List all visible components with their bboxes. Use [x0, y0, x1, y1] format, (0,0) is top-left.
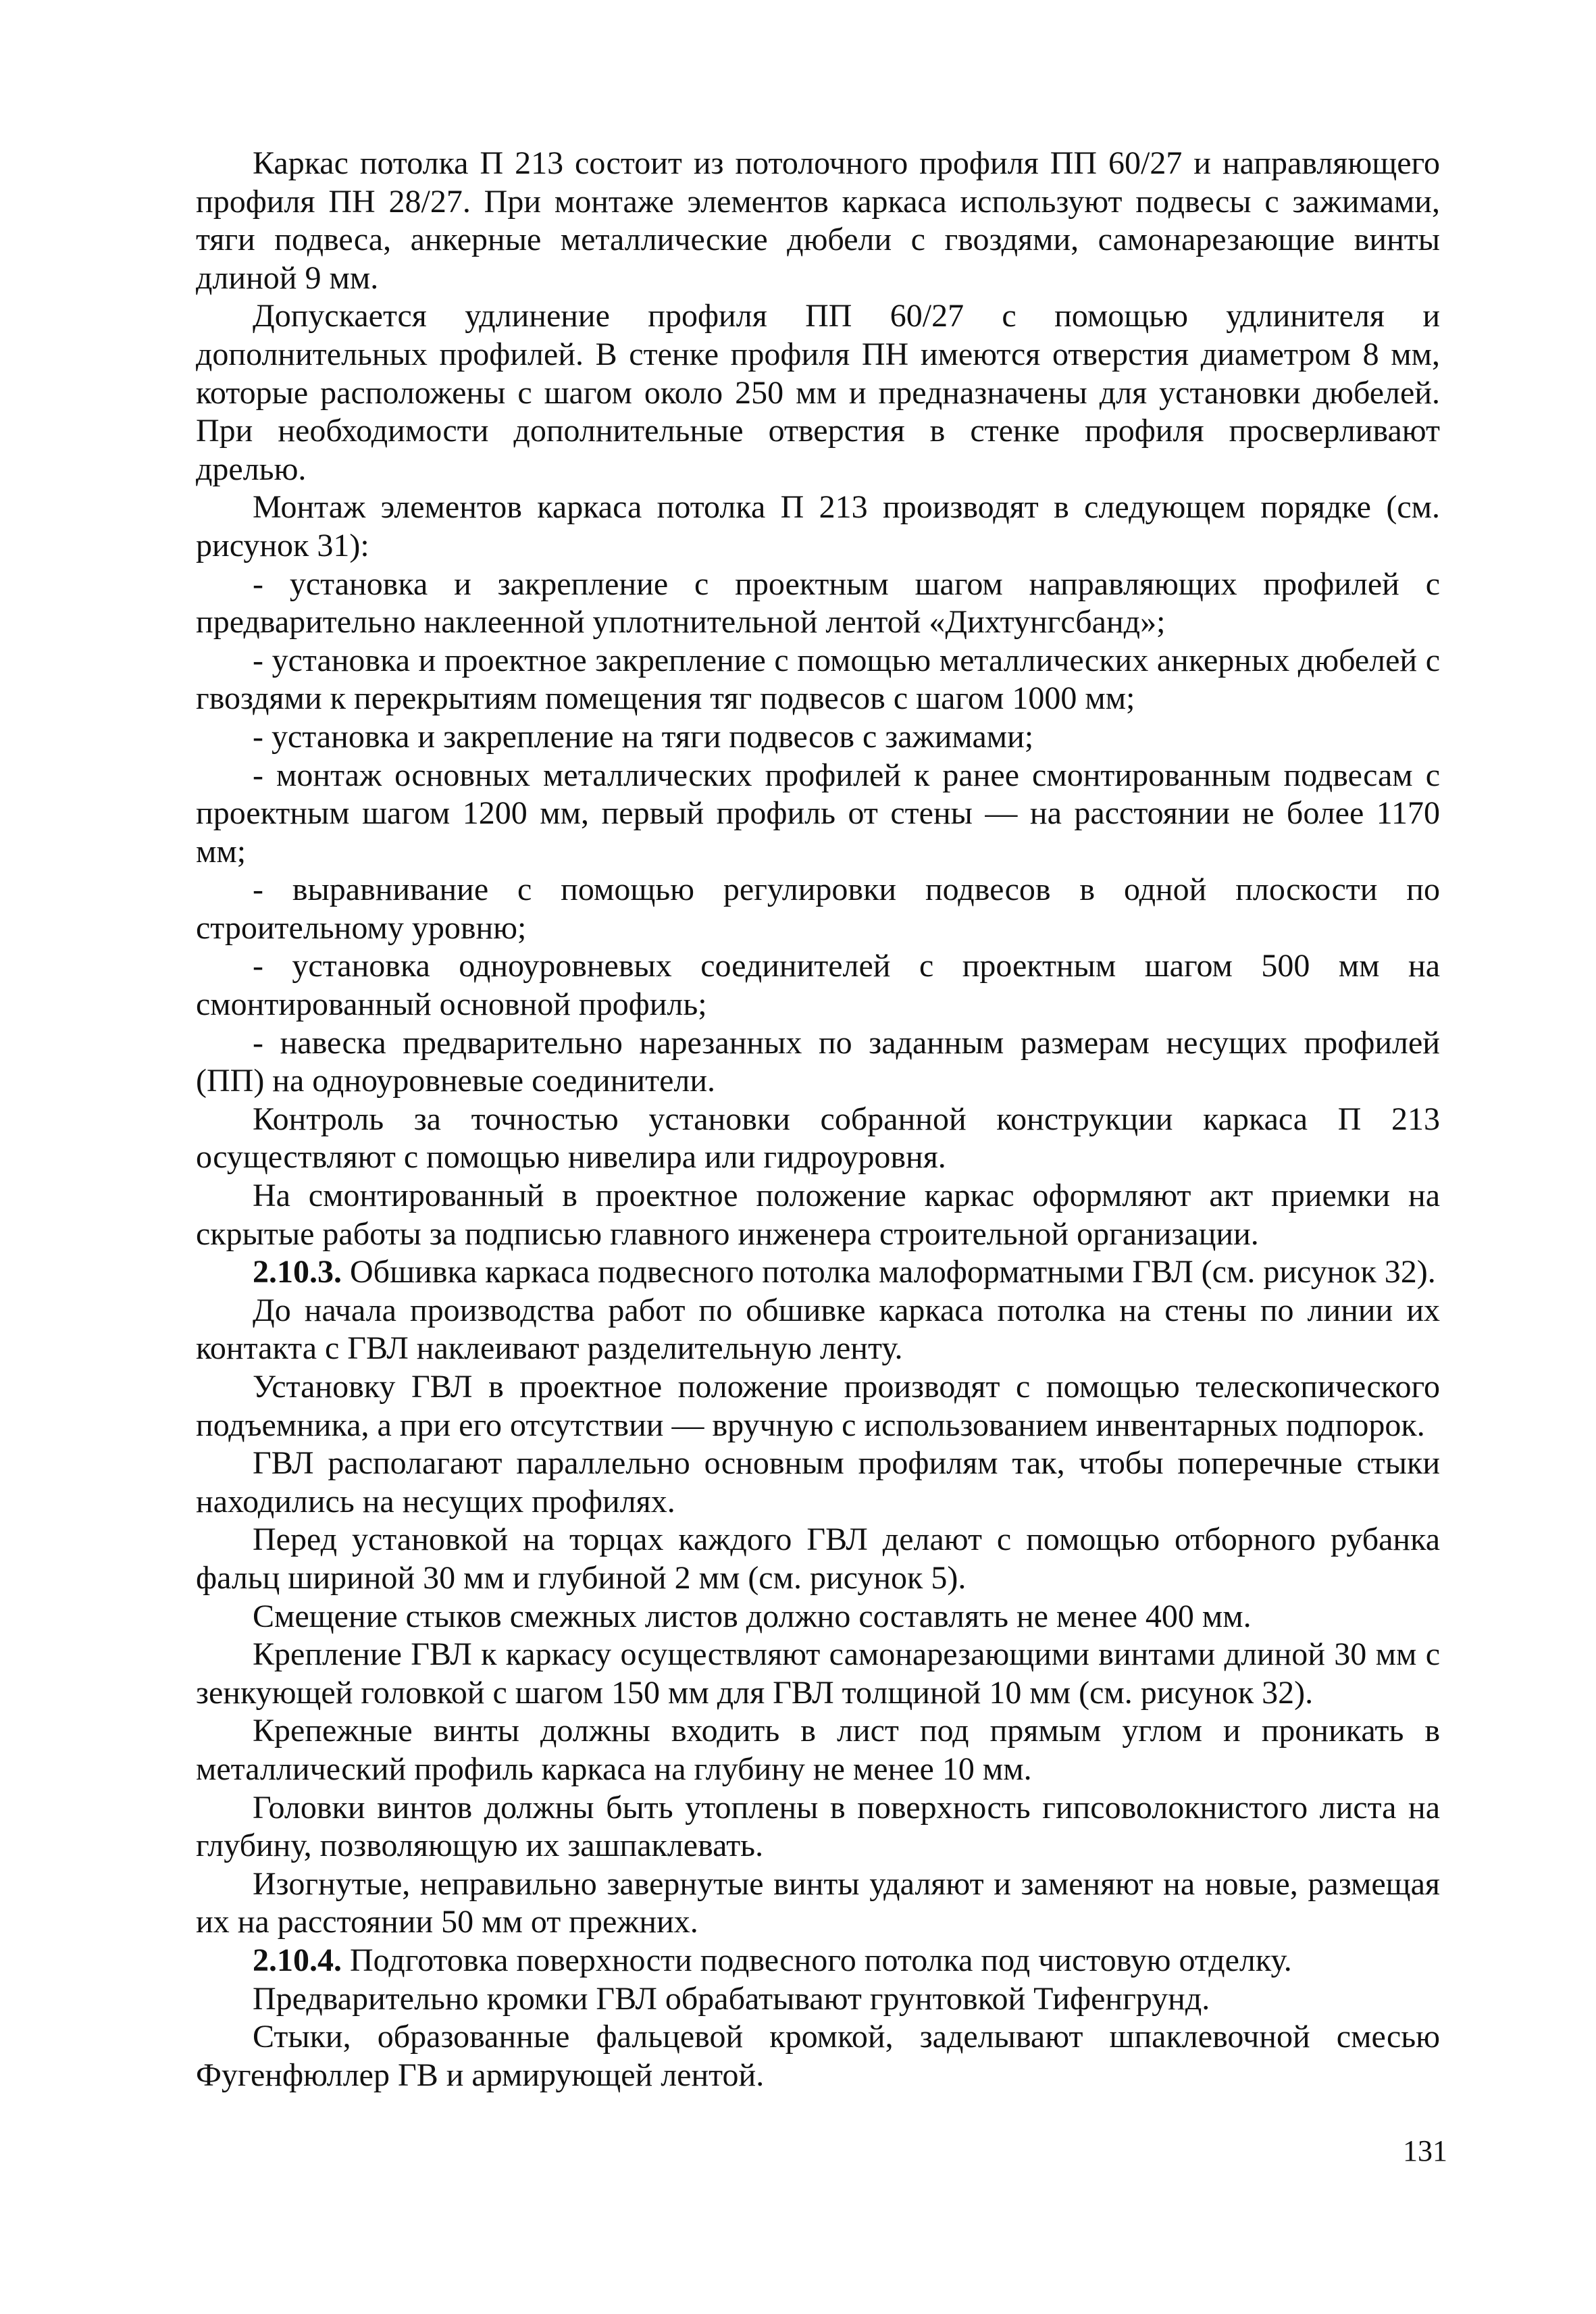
section-number: 2.10.3. [253, 1254, 342, 1290]
list-item: - выравнивание с помощью регулировки подвесов в одной плоскости по строительному уровню; [196, 872, 1440, 946]
paragraph: Установку ГВЛ в проектное положение производят с помощью телескопического подъемника, а при его отсутствии — вручную с использованием инвентарных подпорок. [196, 1369, 1440, 1443]
paragraph: Изогнутые, неправильно завернутые винты удаляют и заменяют на новые, размещая их на расстоянии 50 мм от прежних. [196, 1865, 1440, 1940]
paragraph: Допускается удлинение профиля ПП 60/27 с помощью удлинителя и дополнительных профилей. В стенке профиля ПН имеются отверстия диаметром 8 мм, которые расположены с шагом около 250 мм и предназначены для установки дюбелей. При необходимости дополнительные отверстия в стенке профиля просверливают дрелью. [196, 298, 1440, 487]
paragraph: До начала производства работ по обшивке каркаса потолка на стены по линии их контакта с ГВЛ наклеивают разделительную ленту. [196, 1292, 1440, 1367]
paragraph: Крепежные винты должны входить в лист под прямым углом и проникать в металлический профиль каркаса на глубину не менее 10 мм. [196, 1713, 1440, 1787]
paragraph: Каркас потолка П 213 состоит из потолочного профиля ПП 60/27 и направляющего профиля ПН 28/27. При монтаже элементов каркаса используют подвесы с зажимами, тяги подвеса, анкерные металлические дюбели с гвоздями, самонарезающие винты длиной 9 мм. [196, 145, 1440, 296]
paragraph: ГВЛ располагают параллельно основным профилям так, чтобы поперечные стыки находились на несущих профилях. [196, 1445, 1440, 1519]
list-item: - установка и проектное закрепление с помощью металлических анкерных дюбелей с гвоздями к перекрытиям помещения тяг подвесов с шагом 1000 мм; [196, 642, 1440, 717]
paragraph: Контроль за точностью установки собранной конструкции каркаса П 213 осуществляют с помощью нивелира или гидроуровня. [196, 1101, 1440, 1176]
list-item: - навеска предварительно нарезанных по заданным размерам несущих профилей (ПП) на одноуровневые соединители. [196, 1024, 1440, 1099]
paragraph: Предварительно кромки ГВЛ обрабатывают грунтовкой Тифенгрунд. [253, 1980, 1210, 2017]
page-number: 131 [1403, 2134, 1447, 2167]
section-text: Подготовка поверхности подвесного потолка под чистовую отделку. [342, 1942, 1292, 1978]
paragraph: Головки винтов должны быть утоплены в поверхность гипсоволокнистого листа на глубину, позволяющую их зашпаклевать. [196, 1789, 1440, 1864]
section-text: Обшивка каркаса подвесного потолка малоформатными ГВЛ (см. рисунок 32). [342, 1254, 1436, 1290]
paragraph: Смещение стыков смежных листов должно составлять не менее 400 мм. [253, 1598, 1252, 1634]
paragraph: Крепление ГВЛ к каркасу осуществляют самонарезающими винтами длиной 30 мм с зенкующей головкой с шагом 150 мм для ГВЛ толщиной 10 мм (см. рисунок 32). [196, 1636, 1440, 1711]
paragraph: Монтаж элементов каркаса потолка П 213 производят в следующем порядке (см. рисунок 31): [196, 489, 1440, 563]
paragraph: Перед установкой на торцах каждого ГВЛ делают с помощью отборного рубанка фальц шириной 30 мм и глубиной 2 мм (см. рисунок 5). [196, 1521, 1440, 1596]
paragraph: На смонтированный в проектное положение каркас оформляют акт приемки на скрытые работы за подписью главного инженера строительной организации. [196, 1178, 1440, 1252]
body-text [196, 145, 1440, 2094]
list-item: - монтаж основных металлических профилей к ранее смонтированным подвесам с проектным шагом 1200 мм, первый профиль от стены — на расстоянии не более 1170 мм; [196, 757, 1440, 870]
list-item: - установка и закрепление на тяги подвесов с зажимами; [253, 718, 1034, 755]
list-item: - установка и закрепление с проектным шагом направляющих профилей с предварительно наклеенной уплотнительной лентой «Дихтунгсбанд»; [196, 565, 1440, 640]
paragraph: Стыки, образованные фальцевой кромкой, заделывают шпаклевочной смесью Фугенфюллер ГВ и армирующей лентой. [196, 2019, 1440, 2093]
section-paragraph [196, 1942, 1440, 1980]
section-paragraph [196, 1253, 1440, 1292]
list-item: - установка одноуровневых соединителей с проектным шагом 500 мм на смонтированный основной профиль; [196, 948, 1440, 1023]
section-number: 2.10.4. [253, 1942, 342, 1978]
